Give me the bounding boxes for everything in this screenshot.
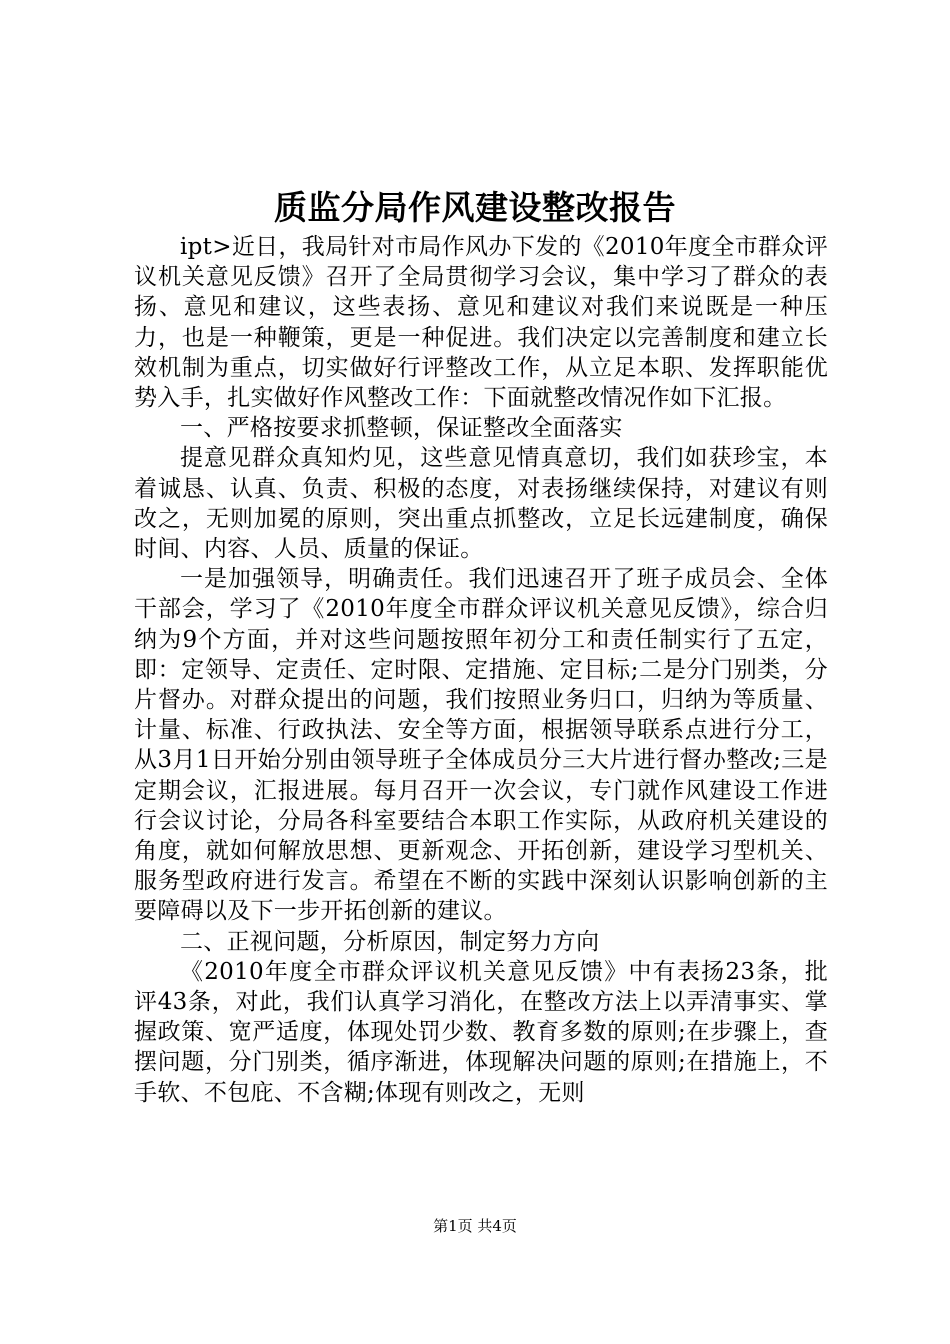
section-heading-2: 二、正视问题，分析原因，制定努力方向 (180, 928, 600, 955)
page-footer: 第1页 共4页 (433, 1217, 517, 1235)
paragraph-measures: 一是加强领导，明确责任。我们迅速召开了班子成员会、全体干部会，学习了《2010年度全市群众评议机关意见反馈》，综合归纳为9个方面，并对这些问题按照年初分工和责任制实行了五定，即：定领导、定责任、定时限、定措施、定目标;二是分门别类，分片督办。对群众提出的问题，我们按照业务归口，归纳为等质量、计量、标准、行政执法、安全等方面，根据领导联系点进行分工，从3月1日开始分别由领导班子全体成员分三大片进行督办整改;三是定期会议，汇报进展。每月召开一次会议，专门就作风建设工作进行会议讨论，分局各科室要结合本职工作实际，从政府机关建设的角度，就如何解放思想、更新观念、开拓创新，建设学习型机关、服务型政府进行发言。希望在不断的实践中深刻认识影响创新的主要障碍以及下一步开拓创新的建议。 (134, 566, 828, 925)
paragraph-section-1: 提意见群众真知灼见，这些意见情真意切，我们如获珍宝，本着诚恳、认真、负责、积极的态度，对表扬继续保持，对建议有则改之，无则加冕的原则，突出重点抓整改，立足长远建制度，确保时间、内容、人员、质量的保证。 (134, 445, 828, 563)
paragraph-section-2: 《2010年度全市群众评议机关意见反馈》中有表扬23条，批评43条，对此，我们认真学习消化，在整改方法上以弄清事实、掌握政策、宽严适度，体现处罚少数、教育多数的原则;在步骤上，查摆问题，分门别类，循序渐进，体现解决问题的原则;在措施上，不手软、不包庇、不含糊;体现有则改之，无则 (134, 958, 828, 1106)
page-title: 质监分局作风建设整改报告 (274, 188, 676, 227)
document-body (134, 232, 828, 1108)
paragraph-intro: ipt>近日，我局针对市局作风办下发的《2010年度全市群众评议机关意见反馈》召开了全局贯彻学习会议，集中学习了群众的表扬、意见和建议，这些表扬、意见和建议对我们来说既是一种压力，也是一种鞭策，更是一种促进。我们决定以完善制度和建立长效机制为重点，切实做好行评整改工作，从立足本职、发挥职能优势入手，扎实做好作风整改工作：下面就整改情况作如下汇报。 (134, 234, 828, 412)
section-heading-1: 一、严格按要求抓整顿，保证整改全面落实 (180, 415, 623, 442)
